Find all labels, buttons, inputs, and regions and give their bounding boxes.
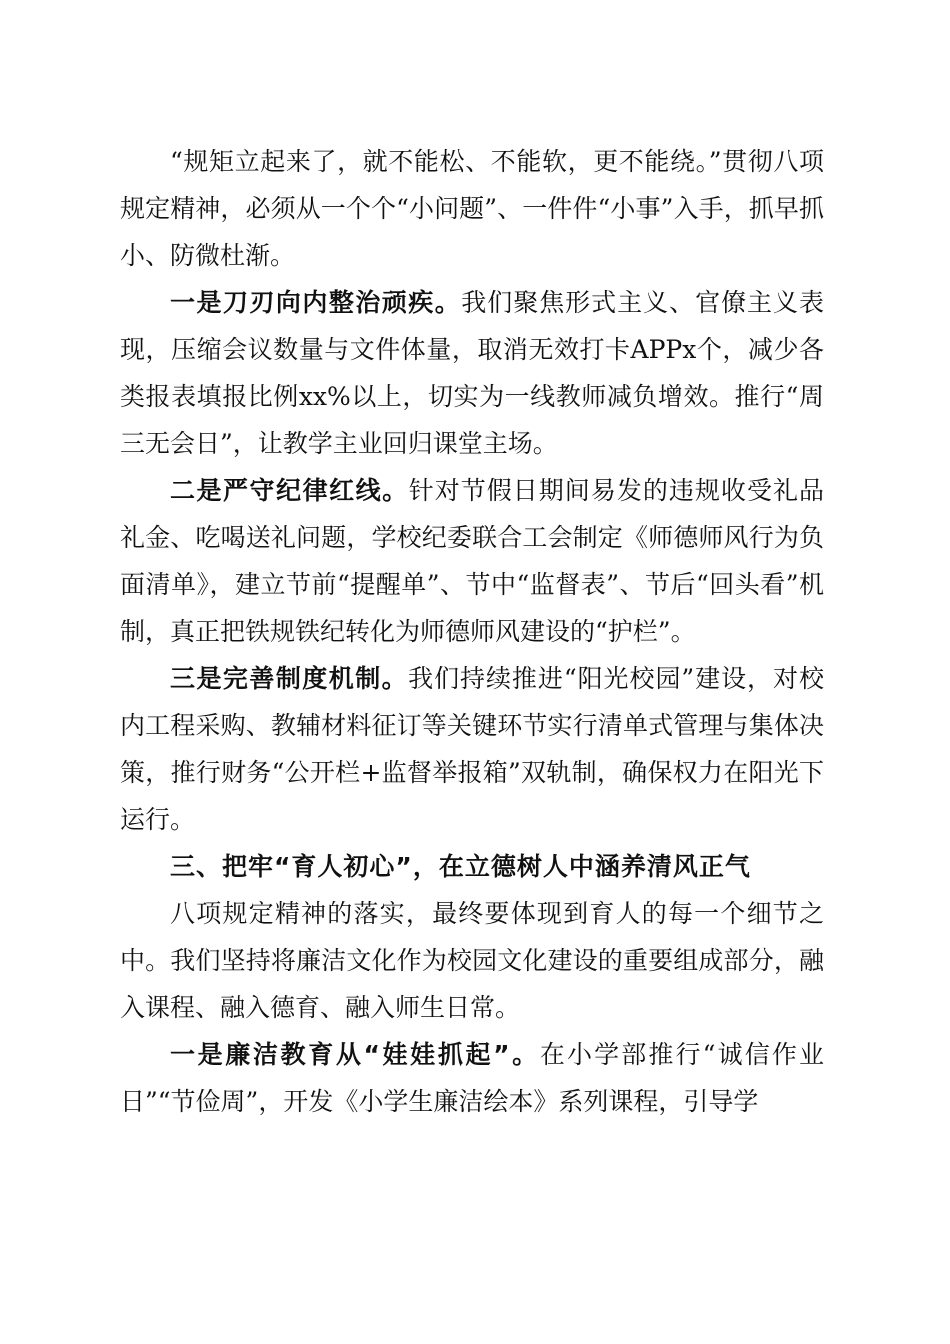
paragraph-text: 我们持续推进“阳光校园”建设，对校内工程采购、教辅材料征订等关键环节实行清单式管理与集体决策，推行财务“公开栏+监督举报箱”双轨制，确保权力在阳光下运行。 — [120, 664, 824, 834]
paragraph-point-1 — [120, 279, 824, 467]
paragraph-point-3 — [120, 655, 824, 843]
section-heading: 三、把牢“育人初心”，在立德树人中涵养清风正气 — [170, 852, 751, 881]
section-paragraph-intro — [120, 890, 824, 1031]
paragraph-text: 我们聚焦形式主义、官僚主义表现，压缩会议数量与文件体量，取消无效打卡APPx个，减少各类报表填报比例xx%以上，切实为一线教师减负增效。推行“周三无会日”，让教学主业回归课堂主场。 — [120, 288, 824, 458]
section-paragraph-point-1 — [120, 1031, 824, 1125]
document-body — [120, 138, 824, 1125]
paragraph-lead: 一是刀刃向内整治顽疾。 — [170, 288, 462, 317]
paragraph-intro — [120, 138, 824, 279]
paragraph-text: 针对节假日期间易发的违规收受礼品礼金、吃喝送礼问题，学校纪委联合工会制定《师德师风行为负面清单》，建立节前“提醒单”、节中“监督表”、节后“回头看”机制，真正把铁规铁纪转化为师德师风建设的“护栏”。 — [120, 476, 824, 646]
paragraph-lead: 一是廉洁教育从“娃娃抓起”。 — [170, 1040, 540, 1069]
paragraph-lead: 二是严守纪律红线。 — [170, 476, 409, 505]
paragraph-text: 在小学部推行“诚信作业日”“节俭周”，开发《小学生廉洁绘本》系列课程，引导学 — [120, 1040, 824, 1116]
paragraph-text: 八项规定精神的落实，最终要体现到育人的每一个细节之中。我们坚持将廉洁文化作为校园文化建设的重要组成部分，融入课程、融入德育、融入师生日常。 — [120, 899, 824, 1022]
paragraph-point-2 — [120, 467, 824, 655]
paragraph-lead: 三是完善制度机制。 — [170, 664, 409, 693]
paragraph-text: “规矩立起来了，就不能松、不能软，更不能绕。”贯彻八项规定精神，必须从一个个“小问题”、一件件“小事”入手，抓早抓小、防微杜渐。 — [120, 147, 824, 270]
